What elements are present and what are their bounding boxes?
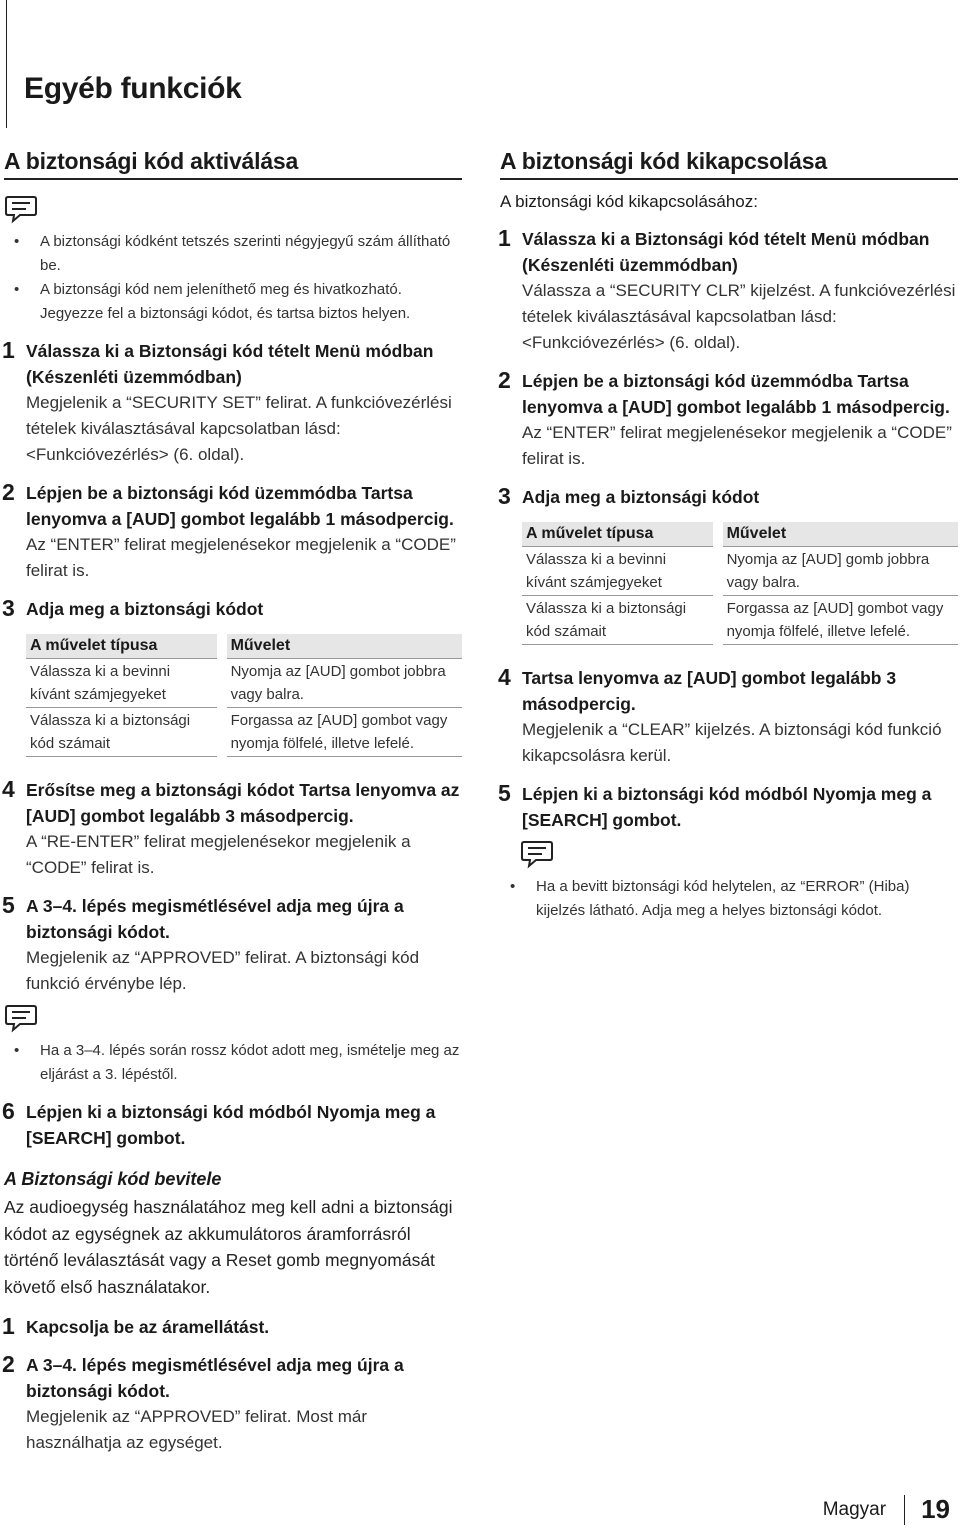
table-cell: Nyomja az [AUD] gomb jobbra vagy balra.	[718, 547, 958, 596]
step-number: 4	[2, 776, 15, 802]
step-body: Megjelenik a “CLEAR” kijelzés. A biztonsági kód funkció kikapcsolásra kerül.	[522, 720, 942, 765]
page-title: Egyéb funkciók	[24, 72, 242, 105]
intro-text: A biztonsági kód kikapcsolásához:	[500, 192, 758, 211]
step-4	[4, 777, 462, 881]
step-number: 2	[498, 367, 511, 393]
step-number: 1	[2, 337, 15, 363]
step-heading: Válassza ki a Biztonsági kód tételt Menü módban (Készenléti üzemmódban)	[26, 341, 434, 387]
note-item: • A biztonsági kód nem jeleníthető meg és hivatkozható. Jegyezze fel a biztonsági kódot, és tartsa biztos helyen.	[40, 278, 462, 326]
step-heading: Lépjen be a biztonsági kód üzemmódba Tartsa lenyomva a [AUD] gombot legalább 1 másodpercig.	[522, 371, 950, 417]
table-header: Művelet	[718, 522, 958, 547]
section-title-activate: A biztonsági kód aktiválása	[4, 148, 462, 180]
step-heading: Erősítse meg a biztonsági kódot Tartsa lenyomva az [AUD] gombot legalább 3 másodpercig.	[26, 780, 460, 826]
step-heading: Adja meg a biztonsági kódot	[26, 599, 264, 619]
note-list	[4, 1039, 462, 1087]
step-4	[500, 665, 958, 769]
step-body: Válassza a “SECURITY CLR” kijelzést. A funkcióvezérlési tételek kiválasztásával kapcsolatban lásd: <Funkcióvezérlés> (6. oldal).	[522, 281, 956, 352]
step-number: 3	[2, 595, 15, 621]
note-item: • A biztonsági kódként tetszés szerinti négyjegyű szám állítható be.	[40, 230, 462, 278]
step-2	[500, 368, 958, 472]
step-heading: A 3–4. lépés megismétlésével adja meg újra a biztonsági kódot.	[26, 896, 404, 942]
table-row	[522, 596, 958, 645]
step-3	[4, 596, 462, 622]
table-header: A művelet típusa	[26, 634, 222, 659]
note-icon	[520, 839, 554, 869]
note-item: • Ha a bevitt biztonsági kód helytelen, az “ERROR” (Hiba) kijelzés látható. Adja meg a helyes biztonsági kódot.	[536, 875, 958, 923]
page-footer	[823, 1494, 950, 1525]
step-number: 2	[2, 1351, 15, 1377]
step-6	[4, 1099, 462, 1151]
step-heading: Tartsa lenyomva az [AUD] gombot legalább 3 másodpercig.	[522, 668, 897, 714]
margin-rule	[6, 0, 7, 128]
step-number: 1	[498, 225, 511, 251]
step-heading: Kapcsolja be az áramellátást.	[26, 1317, 270, 1337]
entry-paragraph: Az audioegység használatához meg kell adni a biztonsági kódot az egységnek az akkumulátoros áramforrásról történő leválasztását vagy a Reset gomb megnyomását követő első használatakor.	[4, 1197, 453, 1297]
step-body: Megjelenik a “SECURITY SET” felirat. A funkcióvezérlési tételek kiválasztásával kapcsolatban lásd: <Funkcióvezérlés> (6. oldal).	[26, 393, 452, 464]
step-5	[4, 893, 462, 997]
step-heading: Lépjen be a biztonsági kód üzemmódba Tartsa lenyomva a [AUD] gombot legalább 1 másodpercig.	[26, 483, 454, 529]
page-number: 19	[921, 1494, 950, 1524]
table-cell: Forgassa az [AUD] gombot vagy nyomja fölfelé, illetve lefelé.	[718, 596, 958, 645]
note-icon	[4, 194, 38, 224]
table-cell: Válassza ki a biztonsági kód számait	[522, 596, 718, 645]
step-5	[500, 781, 958, 833]
section-title-deactivate: A biztonsági kód kikapcsolása	[500, 148, 958, 180]
step-heading: Válassza ki a Biztonsági kód tételt Menü módban (Készenléti üzemmódban)	[522, 229, 930, 275]
subsection-title-entry: A Biztonsági kód bevitele	[4, 1169, 222, 1189]
step-number: 3	[498, 483, 511, 509]
note-list	[4, 230, 462, 326]
step-1	[500, 226, 958, 356]
operation-table	[26, 634, 462, 757]
note-item: • Ha a 3–4. lépés során rossz kódot adott meg, ismételje meg az eljárást a 3. lépéstől.	[40, 1039, 462, 1087]
step-heading: A 3–4. lépés megismétlésével adja meg újra a biztonsági kódot.	[26, 1355, 404, 1401]
step-number: 6	[2, 1098, 15, 1124]
step-body: A “RE-ENTER” felirat megjelenésekor megjelenik a “CODE” felirat is.	[26, 832, 411, 877]
entry-step-1	[4, 1314, 462, 1340]
step-heading: Adja meg a biztonsági kódot	[522, 487, 760, 507]
step-body: Az “ENTER” felirat megjelenésekor megjelenik a “CODE” felirat is.	[26, 535, 456, 580]
note-list	[500, 875, 958, 923]
footer-language: Magyar	[822, 1498, 887, 1520]
table-cell: Válassza ki a bevinni kívánt számjegyeket	[522, 547, 718, 596]
table-header: Művelet	[222, 634, 462, 659]
footer-divider	[904, 1495, 905, 1525]
step-body: Az “ENTER” felirat megjelenésekor megjelenik a “CODE” felirat is.	[522, 423, 952, 468]
step-1	[4, 338, 462, 468]
step-body: Megjelenik az “APPROVED” felirat. Most már használhatja az egységet.	[26, 1407, 368, 1452]
step-number: 4	[498, 664, 511, 690]
step-heading: Lépjen ki a biztonsági kód módból Nyomja meg a [SEARCH] gombot.	[26, 1102, 436, 1148]
left-column	[4, 148, 462, 1456]
step-number: 1	[2, 1313, 15, 1339]
table-cell: Nyomja az [AUD] gombot jobbra vagy balra.	[222, 659, 462, 708]
note-icon	[4, 1003, 38, 1033]
table-cell: Válassza ki a biztonsági kód számait	[26, 708, 222, 757]
step-heading: Lépjen ki a biztonsági kód módból Nyomja meg a [SEARCH] gombot.	[522, 784, 932, 830]
entry-step-2	[4, 1352, 462, 1456]
step-2	[4, 480, 462, 584]
step-3	[500, 484, 958, 510]
table-cell: Forgassa az [AUD] gombot vagy nyomja fölfelé, illetve lefelé.	[222, 708, 462, 757]
table-cell: Válassza ki a bevinni kívánt számjegyeket	[26, 659, 222, 708]
step-number: 2	[2, 479, 15, 505]
table-header: A művelet típusa	[522, 522, 718, 547]
step-number: 5	[498, 780, 511, 806]
operation-table	[522, 522, 958, 645]
table-row	[26, 659, 462, 708]
step-number: 5	[2, 892, 15, 918]
step-body: Megjelenik az “APPROVED” felirat. A biztonsági kód funkció érvénybe lép.	[26, 948, 420, 993]
right-column	[500, 148, 958, 923]
table-row	[522, 547, 958, 596]
table-row	[26, 708, 462, 757]
